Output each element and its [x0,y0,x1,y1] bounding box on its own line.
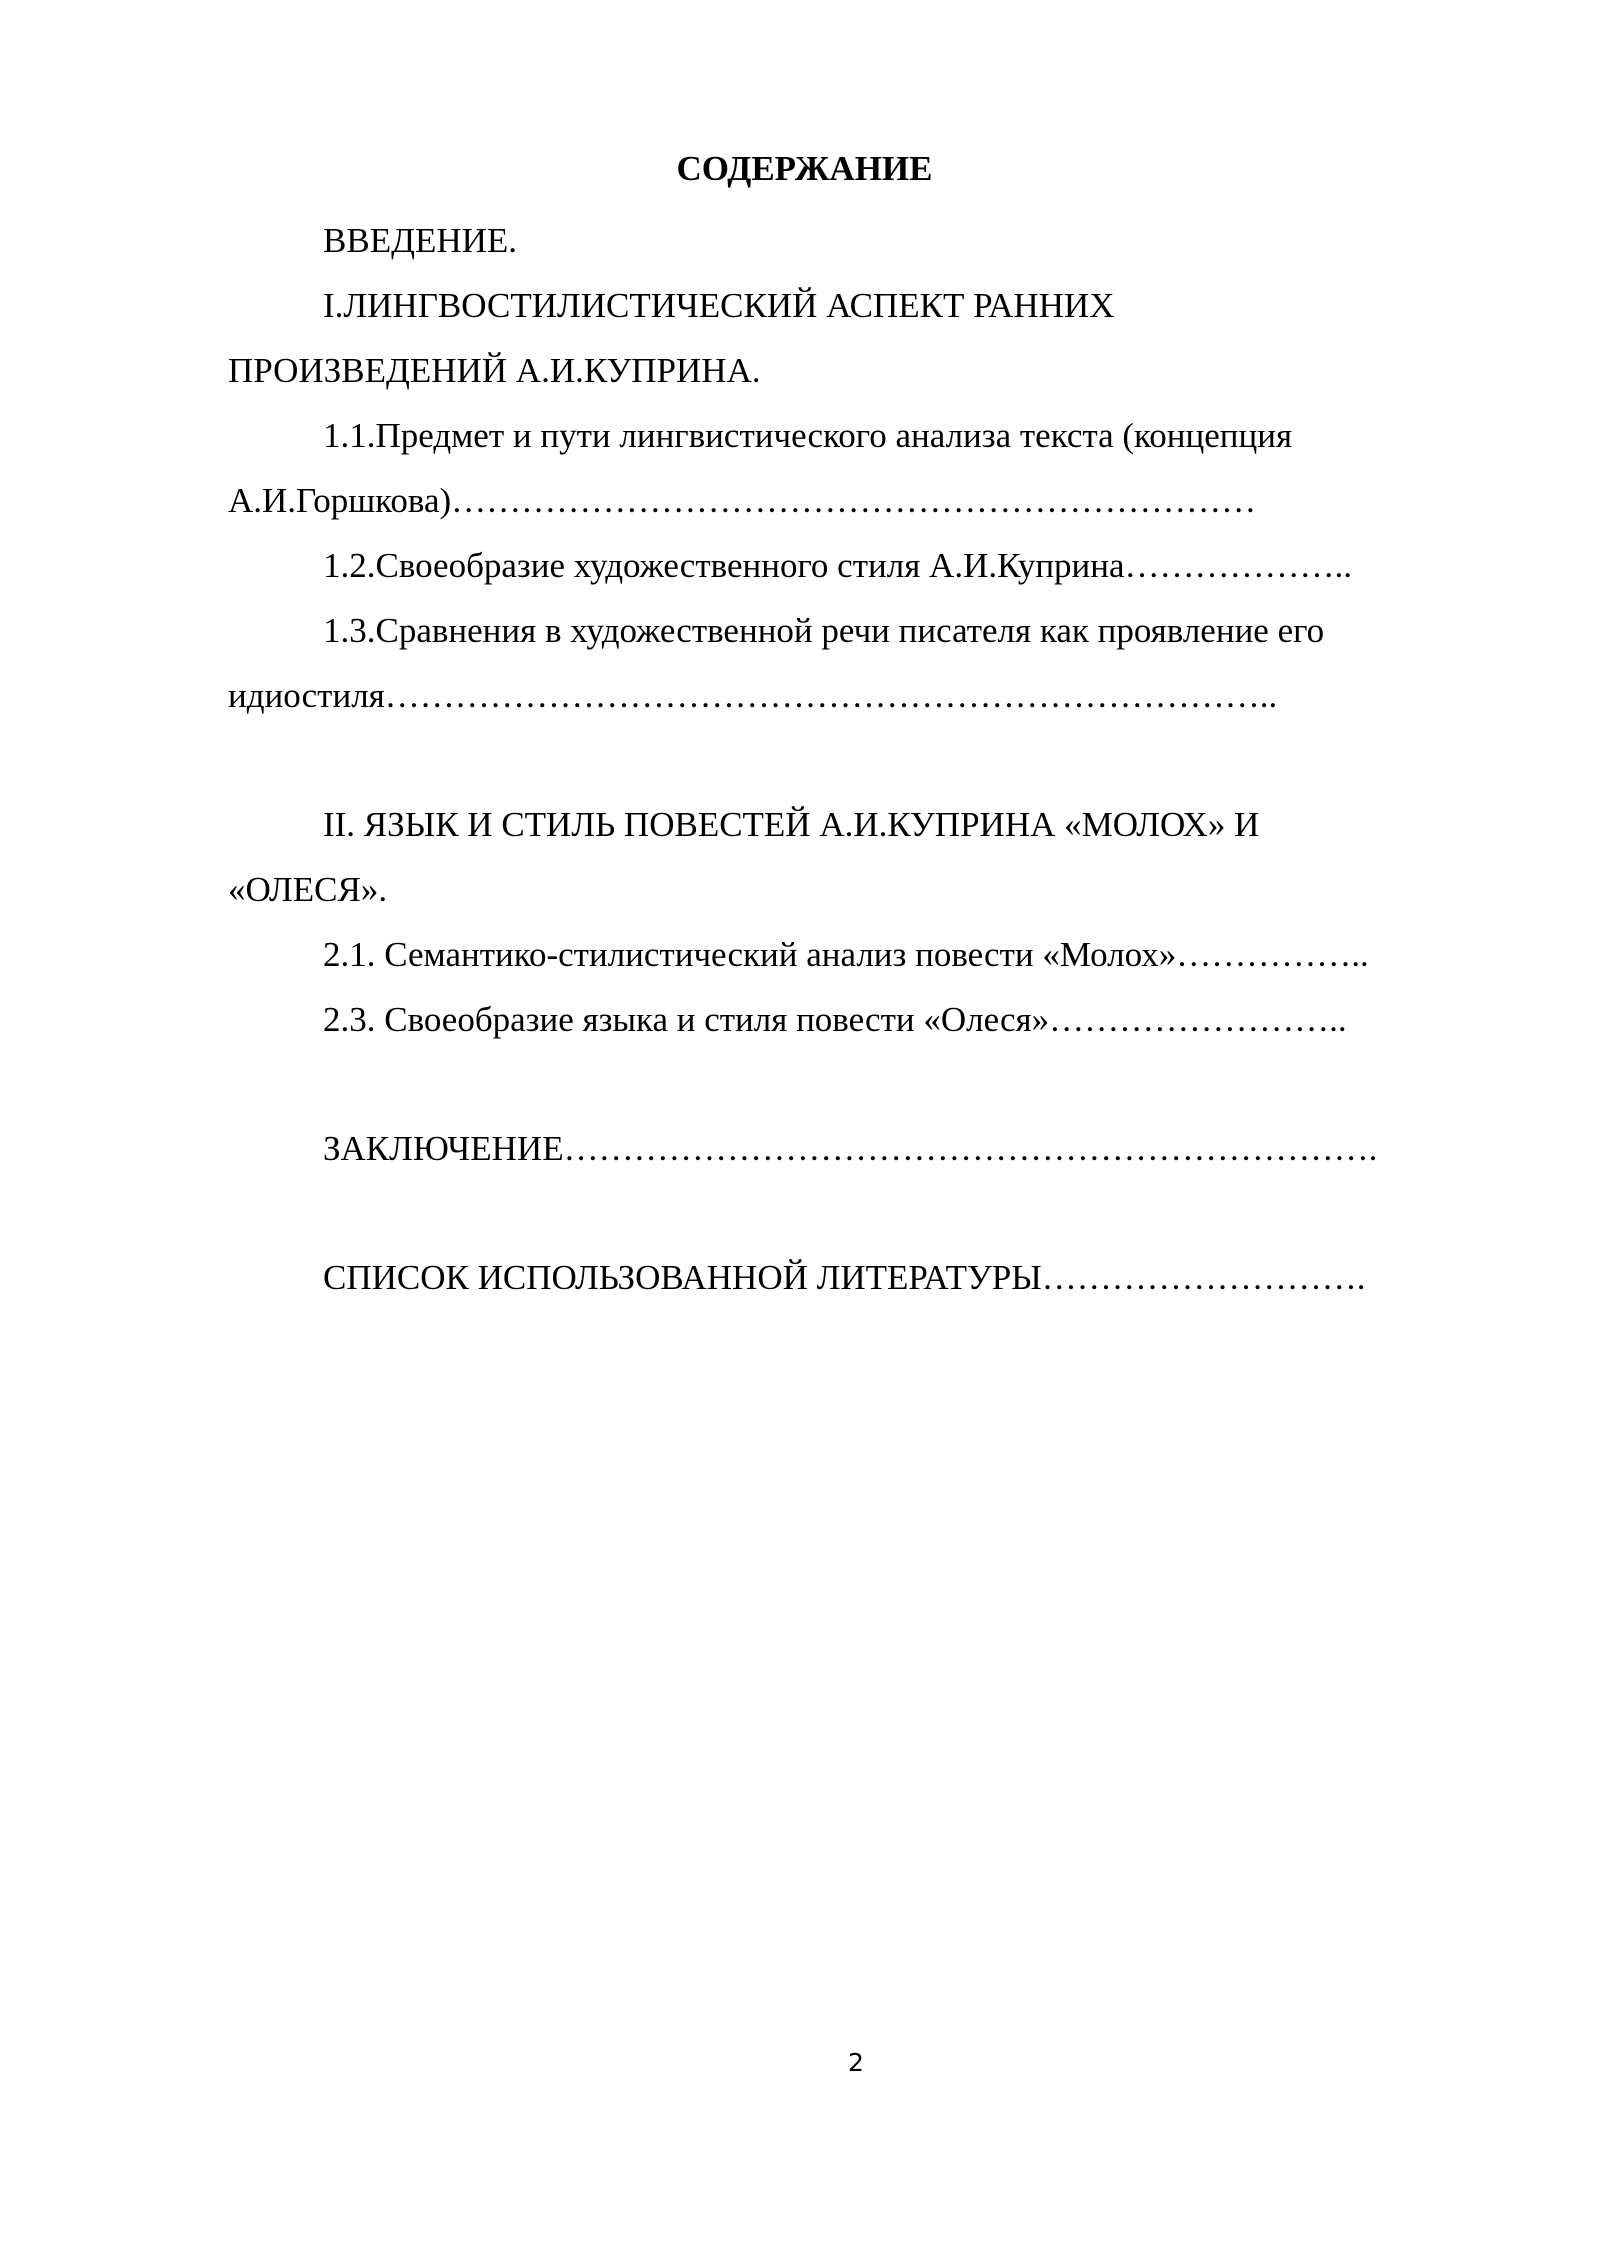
toc-section-1-3-line-1: 1.3.Сравнения в художественной речи писателя как проявление его [323,611,1325,650]
toc-item-bibliography: СПИСОК ИСПОЛЬЗОВАННОЙ ЛИТЕРАТУРЫ………………………. [323,1258,1366,1297]
toc-chapter-2-line-1: II. ЯЗЫК И СТИЛЬ ПОВЕСТЕЙ А.И.КУПРИНА «МОЛОХ» И [323,805,1260,844]
page-title-text: СОДЕРЖАНИЕ [676,149,933,188]
toc-item-introduction: ВВЕДЕНИЕ. [323,221,518,260]
toc-chapter-2-line-2: «ОЛЕСЯ». [228,870,388,909]
toc-section-2-1: 2.1. Семантико-стилистический анализ повести «Молох»…………….. [323,935,1369,974]
toc-section-1-3-line-2: идиостиля………………………………………………………………….. [228,676,1278,715]
toc-item-conclusion: ЗАКЛЮЧЕНИЕ……………………………………………………………. [323,1129,1378,1168]
toc-section-1-1-line-1: 1.1.Предмет и пути лингвистического анализа текста (концепция [323,416,1293,455]
page-number: 2 [848,2048,864,2077]
toc-section-1-2: 1.2.Своеобразие художественного стиля А.И.Куприна……………….. [323,546,1353,585]
toc-section-2-3: 2.3. Своеобразие языка и стиля повести «Олеся»…………………….. [323,1000,1347,1039]
page-title [0,146,1600,192]
toc-chapter-1-line-2: ПРОИЗВЕДЕНИЙ А.И.КУПРИНА. [228,351,761,390]
toc-section-1-1-line-2: А.И.Горшкова)…………………………………………………………… [228,481,1257,520]
toc-chapter-1-line-1: I.ЛИНГВОСТИЛИСТИЧЕСКИЙ АСПЕКТ РАННИХ [323,286,1115,325]
